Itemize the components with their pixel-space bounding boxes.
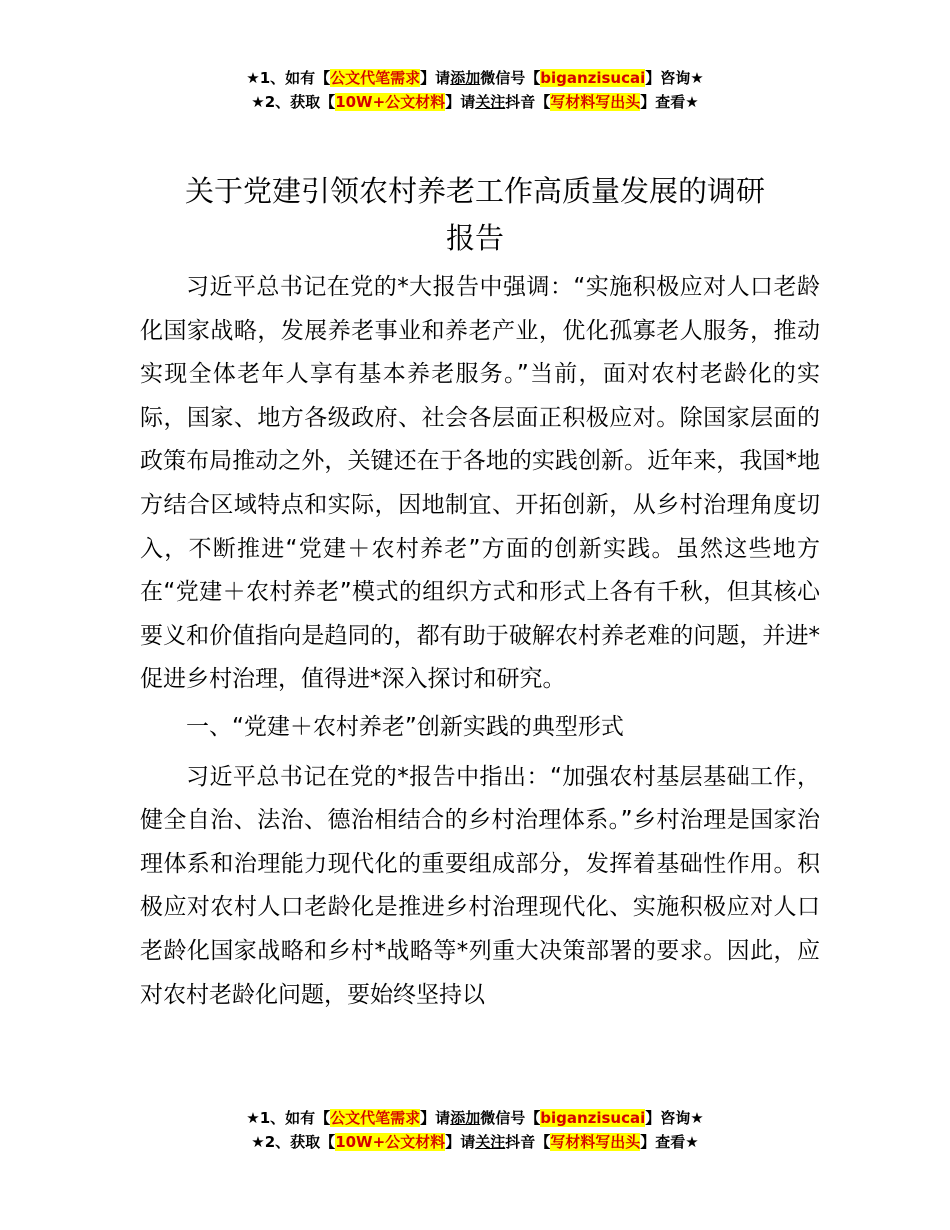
banner-text: 微信号【 xyxy=(480,69,541,87)
banner-highlight: 10W+公文材料 xyxy=(335,93,446,111)
banner-highlight: 10W+公文材料 xyxy=(335,1133,446,1151)
document-title xyxy=(100,168,850,262)
banner-highlight: 公文代笔需求 xyxy=(330,1109,421,1127)
banner-highlight: 公文代笔需求 xyxy=(330,69,421,87)
banner-text: 】查看★ xyxy=(640,93,699,111)
footer-banner xyxy=(0,1106,950,1154)
banner-highlight: 写材料写出头 xyxy=(550,93,641,111)
banner-line-1 xyxy=(0,1106,950,1130)
banner-text: 】请 xyxy=(445,1133,476,1151)
banner-underlined: 添加 xyxy=(450,1109,481,1127)
title-line-1: 关于党建引领农村养老工作高质量发展的调研 xyxy=(184,174,765,208)
banner-highlight: biganzisucai xyxy=(540,69,646,87)
banner-underlined: 关注 xyxy=(475,1133,506,1151)
banner-text: 抖音【 xyxy=(505,1133,551,1151)
document-body xyxy=(140,266,820,1017)
banner-text: ★1、如有【 xyxy=(246,69,331,87)
title-line-2: 报告 xyxy=(445,221,504,255)
section-heading-1: 一、“党建＋农村养老”创新实践的典型形式 xyxy=(186,713,624,740)
banner-underlined: 关注 xyxy=(475,93,506,111)
banner-text: ★1、如有【 xyxy=(246,1109,331,1127)
banner-text: ★2、获取【 xyxy=(251,93,336,111)
banner-text: 】请 xyxy=(420,1109,451,1127)
paragraph-2: 习近平总书记在党的*报告中指出：“加强农村基层基础工作，健全自治、法治、德治相结合的乡村治理体系。”乡村治理是国家治理体系和治理能力现代化的重要组成部分，发挥着基础性作用。积极应对农村人口老龄化是推进乡村治理现代化、实施积极应对人口老龄化国家战略和乡村*战略等*列重大决策部署的要求。因此，应对农村老龄化问题，要始终坚持以 xyxy=(140,763,820,1008)
banner-highlight: 写材料写出头 xyxy=(550,1133,641,1151)
banner-text: 】请 xyxy=(445,93,476,111)
paragraph-1: 习近平总书记在党的*大报告中强调：“实施积极应对人口老龄化国家战略，发展养老事业和养老产业，优化孤寡老人服务，推动实现全体老年人享有基本养老服务。”当前，面对农村老龄化的实际，国家、地方各级政府、社会各层面正积极应对。除国家层面的政策布局推动之外，关键还在于各地的实践创新。近年来，我国*地方结合区域特点和实际，因地制宜、开拓创新，从乡村治理角度切入，不断推进“党建＋农村养老”方面的创新实践。虽然这些地方在“党建＋农村养老”模式的组织方式和形式上各有千秋，但其核心要义和价值指向是趋同的，都有助于破解农村养老难的问题，并进*促进乡村治理，值得进*深入探讨和研究。 xyxy=(140,274,820,693)
banner-text: 微信号【 xyxy=(480,1109,541,1127)
banner-text: 】咨询★ xyxy=(645,1109,704,1127)
banner-text: 】请 xyxy=(420,69,451,87)
banner-line-1 xyxy=(0,66,950,90)
banner-text: ★2、获取【 xyxy=(251,1133,336,1151)
banner-highlight: biganzisucai xyxy=(540,1109,646,1127)
banner-line-2 xyxy=(0,1130,950,1154)
header-banner xyxy=(0,66,950,114)
banner-text: 抖音【 xyxy=(505,93,551,111)
banner-line-2 xyxy=(0,90,950,114)
banner-text: 】咨询★ xyxy=(645,69,704,87)
banner-underlined: 添加 xyxy=(450,69,481,87)
banner-text: 】查看★ xyxy=(640,1133,699,1151)
